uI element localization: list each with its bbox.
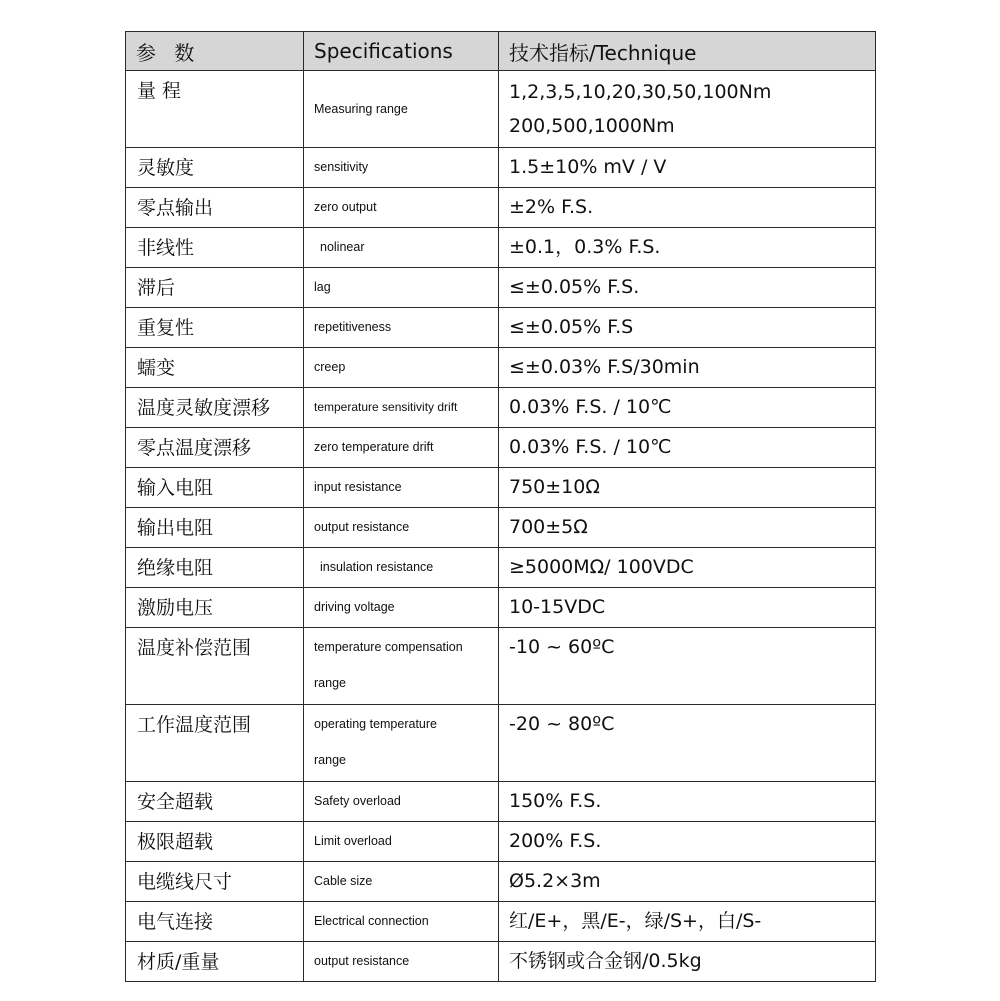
- table-row: [126, 468, 876, 508]
- value-cell: ±2% F.S.: [499, 188, 876, 228]
- value-cell: 200% F.S.: [499, 822, 876, 862]
- table-row: [126, 508, 876, 548]
- param-cell: 零点输出: [126, 188, 304, 228]
- table-row: [126, 942, 876, 982]
- spec-cell: temperature sensitivity drift: [304, 388, 499, 428]
- spec-table: [125, 31, 876, 982]
- spec-cell: temperature compensation range: [304, 628, 499, 705]
- table-row: [126, 348, 876, 388]
- table-row: [126, 148, 876, 188]
- table-row: [126, 428, 876, 468]
- table-row: [126, 308, 876, 348]
- spec-cell: lag: [304, 268, 499, 308]
- param-cell: 非线性: [126, 228, 304, 268]
- spec-cell: zero output: [304, 188, 499, 228]
- spec-cell: driving voltage: [304, 588, 499, 628]
- param-cell: 极限超载: [126, 822, 304, 862]
- param-cell: 零点温度漂移: [126, 428, 304, 468]
- param-cell: 量 程: [126, 71, 304, 148]
- param-cell: 材质/重量: [126, 942, 304, 982]
- spec-cell: Electrical connection: [304, 902, 499, 942]
- spec-cell: insulation resistance: [304, 548, 499, 588]
- param-cell: 蠕变: [126, 348, 304, 388]
- header-tech: 技术指标/Technique: [499, 32, 876, 71]
- table-row: [126, 548, 876, 588]
- param-cell: 重复性: [126, 308, 304, 348]
- spec-cell: output resistance: [304, 942, 499, 982]
- header-row: [126, 32, 876, 71]
- spec-cell: zero temperature drift: [304, 428, 499, 468]
- spec-cell: sensitivity: [304, 148, 499, 188]
- header-param: 参 数: [126, 32, 304, 71]
- value-cell: Ø5.2×3m: [499, 862, 876, 902]
- value-cell: ≤±0.05% F.S: [499, 308, 876, 348]
- param-cell: 绝缘电阻: [126, 548, 304, 588]
- spec-cell: repetitiveness: [304, 308, 499, 348]
- value-cell: 0.03% F.S. / 10℃: [499, 388, 876, 428]
- value-cell: 1.5±10% mV / V: [499, 148, 876, 188]
- spec-cell: input resistance: [304, 468, 499, 508]
- spec-cell: creep: [304, 348, 499, 388]
- param-cell: 温度灵敏度漂移: [126, 388, 304, 428]
- table-row: [126, 588, 876, 628]
- param-cell: 电气连接: [126, 902, 304, 942]
- value-cell: 0.03% F.S. / 10℃: [499, 428, 876, 468]
- spec-cell: Safety overload: [304, 782, 499, 822]
- param-cell: 输入电阻: [126, 468, 304, 508]
- value-cell: -20 ~ 80ºC: [499, 705, 876, 782]
- param-cell: 激励电压: [126, 588, 304, 628]
- spec-cell: nolinear: [304, 228, 499, 268]
- param-cell: 安全超载: [126, 782, 304, 822]
- header-spec: Specifications: [304, 32, 499, 71]
- table-row: [126, 228, 876, 268]
- table-row: [126, 268, 876, 308]
- spec-cell: Cable size: [304, 862, 499, 902]
- table-row: [126, 822, 876, 862]
- table-row: [126, 902, 876, 942]
- table-row: [126, 705, 876, 782]
- value-cell: 150% F.S.: [499, 782, 876, 822]
- value-cell: -10 ~ 60ºC: [499, 628, 876, 705]
- value-cell: ≤±0.05% F.S.: [499, 268, 876, 308]
- value-cell: ≤±0.03% F.S/30min: [499, 348, 876, 388]
- spec-cell: operating temperature range: [304, 705, 499, 782]
- table-row: [126, 782, 876, 822]
- value-cell: 不锈钢或合金钢/0.5kg: [499, 942, 876, 982]
- table-row: [126, 862, 876, 902]
- param-cell: 温度补偿范围: [126, 628, 304, 705]
- value-cell: 红/E+，黑/E-，绿/S+，白/S-: [499, 902, 876, 942]
- value-cell: 1,2,3,5,10,20,30,50,100Nm 200,500,1000Nm: [499, 71, 876, 148]
- value-cell: 10-15VDC: [499, 588, 876, 628]
- table-row: [126, 71, 876, 148]
- param-cell: 灵敏度: [126, 148, 304, 188]
- table-row: [126, 388, 876, 428]
- param-cell: 电缆线尺寸: [126, 862, 304, 902]
- table-row: [126, 628, 876, 705]
- spec-cell: Limit overload: [304, 822, 499, 862]
- value-cell: ±0.1，0.3% F.S.: [499, 228, 876, 268]
- value-cell: 750±10Ω: [499, 468, 876, 508]
- value-cell: 700±5Ω: [499, 508, 876, 548]
- spec-cell: output resistance: [304, 508, 499, 548]
- value-cell: ≥5000MΩ/ 100VDC: [499, 548, 876, 588]
- param-cell: 滞后: [126, 268, 304, 308]
- spec-cell: Measuring range: [304, 71, 499, 148]
- table-row: [126, 188, 876, 228]
- param-cell: 输出电阻: [126, 508, 304, 548]
- param-cell: 工作温度范围: [126, 705, 304, 782]
